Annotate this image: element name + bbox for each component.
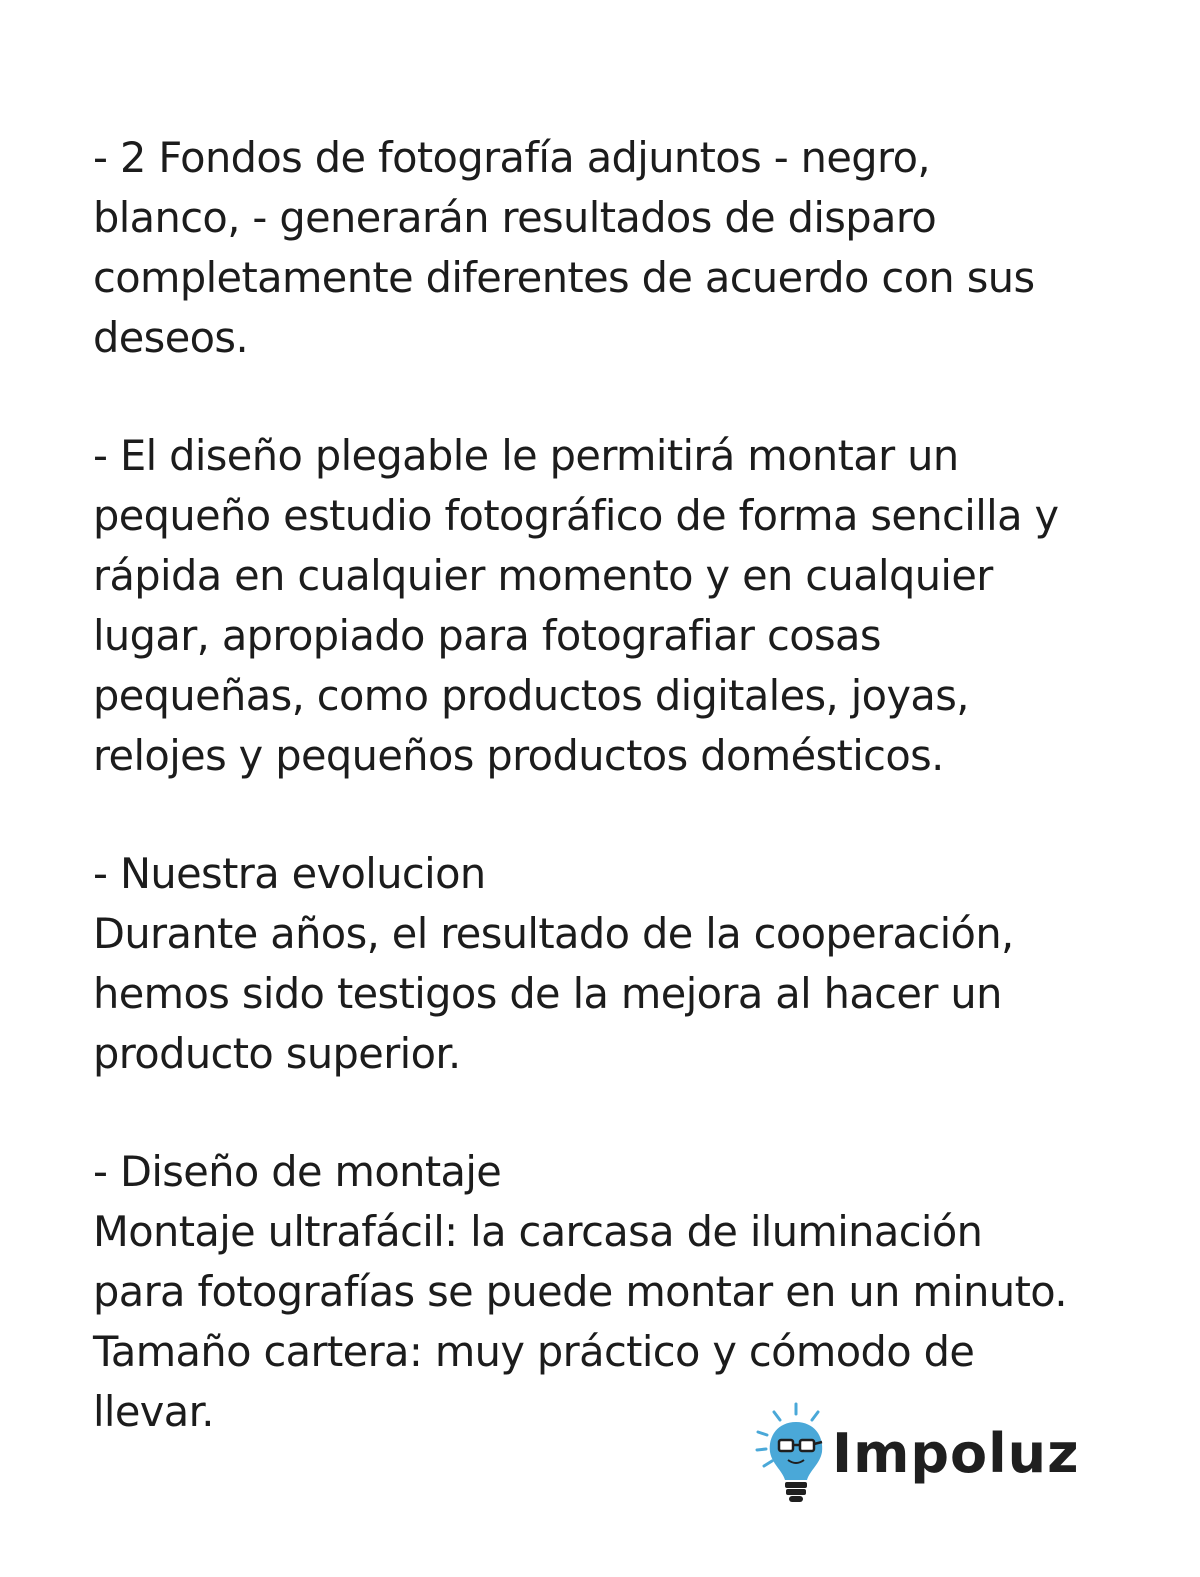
text-line: - Nuestra evolucion <box>93 849 486 898</box>
text-line: Montaje ultrafácil: la carcasa de iluminación <box>93 1207 983 1256</box>
text-line: rápida en cualquier momento y en cualquier <box>93 551 993 600</box>
text-line: deseos. <box>93 313 249 362</box>
text-line: pequeño estudio fotográfico de forma sencilla y <box>93 491 1059 540</box>
brand-logo <box>752 1400 1092 1510</box>
text-line: hemos sido testigos de la mejora al hacer un <box>93 969 1002 1018</box>
lightbulb-with-glasses-icon <box>752 1400 842 1510</box>
text-line: completamente diferentes de acuerdo con sus <box>93 253 1035 302</box>
brand-name: Impoluz <box>832 1422 1080 1485</box>
text-line: - 2 Fondos de fotografía adjuntos - negro, <box>93 133 930 182</box>
text-line: - Diseño de montaje <box>93 1147 502 1196</box>
paragraph-foldable-design <box>93 426 1153 786</box>
text-line: Durante años, el resultado de la cooperación, <box>93 909 1014 958</box>
text-line: producto superior. <box>93 1029 461 1078</box>
text-line: llevar. <box>93 1387 214 1436</box>
text-line: blanco, - generarán resultados de disparo <box>93 193 937 242</box>
text-line: pequeñas, como productos digitales, joyas, <box>93 671 969 720</box>
text-line: relojes y pequeños productos domésticos. <box>93 731 944 780</box>
text-line: - El diseño plegable le permitirá montar un <box>93 431 959 480</box>
paragraph-assembly-design <box>93 1142 1153 1442</box>
paragraph-evolution <box>93 844 1153 1084</box>
text-line: lugar, apropiado para fotografiar cosas <box>93 611 881 660</box>
text-line: Tamaño cartera: muy práctico y cómodo de <box>93 1327 975 1376</box>
text-line: para fotografías se puede montar en un minuto. <box>93 1267 1067 1316</box>
paragraph-backgrounds <box>93 128 1153 368</box>
document-body <box>93 128 1153 1500</box>
